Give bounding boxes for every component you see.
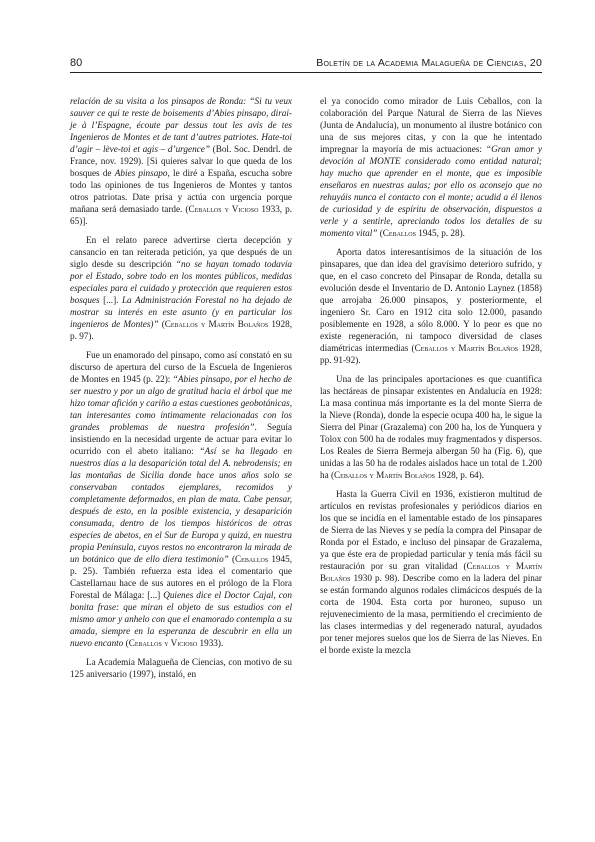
paragraph-datos (320, 246, 542, 366)
citation-authors: Ceballos y Vicioso (188, 204, 259, 214)
text-run: Fue un enamorado del pinsapo, como así constató en su discurso de apertura del curso de la Escuela de Ingenieros de Montes en 1945 (p. 22): (70, 350, 292, 384)
header-rule (70, 72, 542, 73)
paragraph-hectareas (320, 373, 542, 481)
text-run: . Seguía insistiendo en la necesidad urgente de actuar para evitar lo ocurrido con el abeto italiano: (70, 422, 293, 456)
journal-title: Boletín de la Academia Malagueña de Ciencias, 20 (316, 57, 542, 69)
text-run: 1928, p. 97). (70, 319, 292, 341)
quote: “Así se ha llegado en nuestros días a la desaparición total del A. nebrodensis; en las montañas de Sicilia donde hace unos años solo se conservaban contados ejemplares, recomidos y completamente deformados, en plan de mata. Cabe pensar, después de esto, en la posible existencia, y desaparición consumada, dentro de los tiempos históricos de otras especies de abetos, en el Sur de Europa y quizá, en nuestra propia Península, cuyos restos no encontraron la mirada de un botánico que de ello diera testimonio” (70, 446, 292, 564)
quote: “Abies pinsapo, por el hecho de ser nuestro y por un algo de gratitud hacia el árbol que me hizo tomar afición y cariño a estas cuestiones geobotánicas, tan interesantes como íntimamente relacionadas con los grandes problemas de nuestra profesión” (70, 374, 293, 432)
quote: Quienes dice el Doctor Cajal, con bonita frase: que miran el objeto de sus estudios con el mismo amor y anhelo con que el enamorado contempla a su amada, siempre en la esperanza de descubrir en ella un nuevo encanto (70, 590, 292, 648)
quote: “Gran amor y devoción al MONTE considerado como entidad natural; hay mucho que aprender en el monte, que es imposible enseñaros en nuestras aulas; por ello os aconsejo que no rehuyáis nunca el contacto con el monte; acudid a él llenos de curiosidad y de espíritu de observación, dispuestos a verle y a sentirle, apreciando todos los detalles de su momento vital” (320, 144, 542, 238)
text-run: (Bol. Soc. Dendrl. de France, nov. 1929). [Si quieres salvar lo que queda de los bosques de (70, 144, 292, 178)
text-run: Aporta datos interesantísimos de la situación de los pinsapares, que dan idea del gravísimo deterioro sufrido, y que, en el caso concreto del Pinsapar de Ronda, detalla su evolución desde el Inventario de D. Antonio Laynez (1858) que arrojaba 26.000 pinsapos, y posteriormente, el ingeniero Sr. Caro en 1912 cita solo 12.000, pasando posiblemente en 1928, a sólo 8.000. Y lo peor es que no existe regeneración, ni tampoco diversidad de clases diamétricas intermedias ( (320, 247, 542, 353)
text-run: ( (158, 319, 165, 329)
text-run: 1928, pp. 91-92). (320, 343, 542, 365)
left-column (70, 95, 292, 687)
running-header (70, 57, 542, 69)
text-run: 1933, p. 65)]. (70, 204, 292, 226)
citation-authors: Ceballos y Martín Bolaños (414, 343, 519, 353)
page-number: 80 (70, 57, 83, 69)
citation-authors: Ceballos y Martín Bolaños (164, 319, 269, 329)
text-run: ( (228, 554, 236, 564)
text-run: 1945, p. 25). También refuerza esta idea el comentario que Castellarnau hace de sus autores en el prólogo de la Flora Forestal de Málaga: [...] (70, 554, 293, 600)
text-run: La Academia Malagueña de Ciencias, con motivo de su 125 aniversario (1997), instaló, en (70, 657, 292, 679)
text-run: En el relato parece advertirse cierta decepción y cansancio en tan reiterada petición, ya que después de un siglo desde su descripción (70, 235, 292, 269)
text-run: 1928, p. 64). (435, 470, 484, 480)
paragraph-academia (70, 656, 292, 680)
right-column (320, 95, 542, 663)
text-run: ( (377, 228, 383, 238)
quote: La Administración Forestal no ha dejado de mostrar su interés en este asunto (y en particular los ingenieros de Montes)” (70, 295, 292, 329)
text-run: Hasta la Guerra Civil en 1936, existieron multitud de artículos en revistas profesionales y periódicos diarios en los que se incidía en el lamentable estado de los pinsapares de Sierra de las Nieves y se pedía la compra del Pinsapar de Ronda por el Estado, e incluso del pinsapar de Grazalema, ya que éste era de propiedad particular y tenía más fácil su restauración por su gran vitalidad ( (320, 489, 542, 571)
citation-authors: Ceballos y Vicioso (128, 638, 198, 648)
french-quote: relación de su visita a los pinsapos de Ronda: “Si tu veux sauver ce qui te reste de boisements d’Abies pinsapo, dirai-je à l’Espagne, écoute par dessus tout les avis de tes Ingenieros de Montes et de tant d’autres patriotes. Hate-toi d’agir – lève-toi et agis – d’urgence” (70, 96, 292, 154)
paragraph-guerra-civil (320, 488, 542, 656)
citation-authors: Ceballos y Martín Bolaños (320, 561, 543, 583)
text-run: , le diré a España, escucha sobre todo las opiniones de tus Ingenieros de Montes y tantos otros patriotas. Date prisa y actúa con urgencia porque mañana será demasiado tarde. ( (70, 168, 292, 214)
paragraph-quote-continuation (70, 95, 292, 227)
text-run: 1945, p. 28). (415, 228, 465, 238)
species-name: Abies pinsapo (114, 168, 168, 178)
citation-authors: Ceballos y Martín Bolaños (334, 470, 435, 480)
paragraph-mirador (320, 95, 542, 239)
quote: “no se hayan tomado todavía por el Estado, sobre todo en los montes públicos, medidas especiales para el cuidado y protección que requieren estos bosques (70, 259, 292, 305)
text-run: [...]. (99, 295, 122, 305)
text-run: 1933). (197, 638, 224, 648)
citation-authors: Ceballos (235, 554, 269, 564)
text-run: ( (123, 638, 129, 648)
paragraph-enamorado (70, 349, 292, 649)
text-run: 1930 p. 98). Describe como en la ladera del pinar se están formando algunos rodales climácicos después de la corta de 1904. Esta corta por huroneo, supuso un rejuvenecimiento de la masa, permitiendo el crecimiento de las clases intermedias y del regenerado natural, ayudados por tener mejores suelos que los de Sierra de las Nieves. En el borde existe la mezcla (320, 573, 542, 655)
paragraph-deception (70, 234, 292, 342)
text-run: el ya conocido como mirador de Luis Ceballos, con la colaboración del Parque Natural de Sierra de las Nieves (Junta de Andalucía), un monumento al ilustre botánico con una de sus mejores citas, y con la que he intentado impregnar la mayoría de mis actuaciones: (320, 96, 542, 154)
text-run: Una de las principales aportaciones es que cuantifica las hectáreas de pinsapar existentes en Andalucía en 1928: La masa continua más importante es la del monte Sierra de la Nieve (Ronda), donde la especie ocupa 400 ha, le sigue la Sierra del Pinar (Grazalema) con 200 ha, los de Yunquera y Tolox con 500 ha de rodales muy fragmentados y dispersos. Los Reales de Sierra Bermeja albergan 50 ha (Fig. 6), que unidas a las 50 ha de rodales aislados hace un total de 1.200 ha ( (320, 374, 542, 480)
citation-authors: Ceballos (382, 228, 416, 238)
